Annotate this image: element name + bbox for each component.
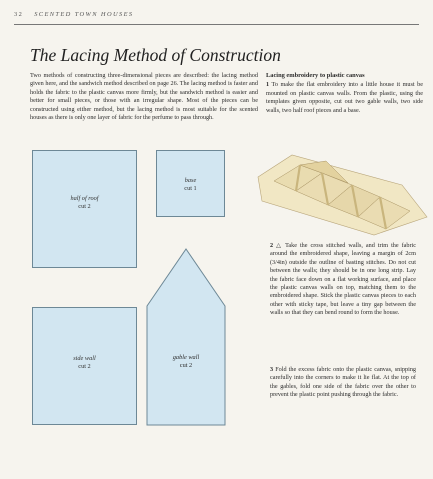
step-3 bbox=[270, 366, 416, 400]
template-base-name: base bbox=[184, 177, 197, 184]
template-gable-name: gable wall bbox=[172, 354, 200, 361]
page-title: The Lacing Method of Construction bbox=[30, 45, 281, 65]
header-rule bbox=[14, 24, 419, 25]
template-gable-wall bbox=[146, 248, 226, 426]
step-3-number: 3 bbox=[270, 366, 274, 373]
section-heading: Lacing embroidery to plastic canvas bbox=[266, 72, 365, 79]
step-2-number: 2 bbox=[270, 242, 274, 249]
template-side-name: side wall bbox=[73, 355, 96, 362]
template-base bbox=[156, 150, 225, 217]
template-roof-count: cut 2 bbox=[78, 203, 91, 210]
book-title: SCENTED TOWN HOUSES bbox=[34, 11, 134, 18]
template-roof-name: half of roof bbox=[70, 195, 99, 202]
template-half-of-roof bbox=[32, 150, 137, 268]
step-3-text: Fold the excess fabric onto the plastic canvas, snipping carefully into the corners to make it lie flat. At the top of the gables, fold one side of the fabric over the other to prevent the plastic point pushing through the fabric. bbox=[270, 366, 417, 399]
step-2-text: Take the cross stitched walls, and trim the fabric around the embroidered shape, leaving a margin of 2cm (3/4in) outside the outline of basting stitches. Do not cut between the walls; they should be in one long strip. Lay the fabric face down on a flat working surface, and place the plastic canvas walls on top, matching them to the embroidered shape. Stick the plastic canvas pieces to each other with sticky tape, but leave a tiny gap between the walls so that they can bend round to form the house. bbox=[270, 242, 417, 317]
step-1-text: To make the flat embroidery into a little house it must be mounted on plastic canvas walls. From the plastic, using the templates given opposite, cut out two gable walls, two side walls, two half roof pieces and a base. bbox=[266, 81, 423, 114]
intro-paragraph: Two methods of constructing three-dimensional pieces are described: the lacing method given here, and the sandwich method described on page 26. The lacing method is faster and holds the fabric to the plastic canvas more firmly, but the sandwich method is easier and better for small pieces, or those with an irregular shape. Most of the pieces can be constructed using either method, but the lacing method is most suitable for the scented houses as there is only one layer of fabric for the perfume to pass through. bbox=[30, 72, 258, 122]
template-gable-count: cut 2 bbox=[179, 362, 193, 369]
template-side-count: cut 2 bbox=[78, 363, 91, 370]
template-gable-label bbox=[146, 354, 226, 370]
step-1 bbox=[266, 81, 423, 115]
page-number: 32 bbox=[14, 11, 24, 18]
triangle-warning-icon: △ bbox=[276, 242, 283, 249]
running-header bbox=[14, 11, 419, 18]
lacing-section bbox=[266, 72, 423, 115]
template-side-wall bbox=[32, 307, 137, 425]
canvas-illustration bbox=[252, 145, 433, 240]
step-1-number: 1 bbox=[266, 81, 270, 89]
template-base-count: cut 1 bbox=[184, 185, 197, 192]
step-2 bbox=[270, 242, 416, 318]
